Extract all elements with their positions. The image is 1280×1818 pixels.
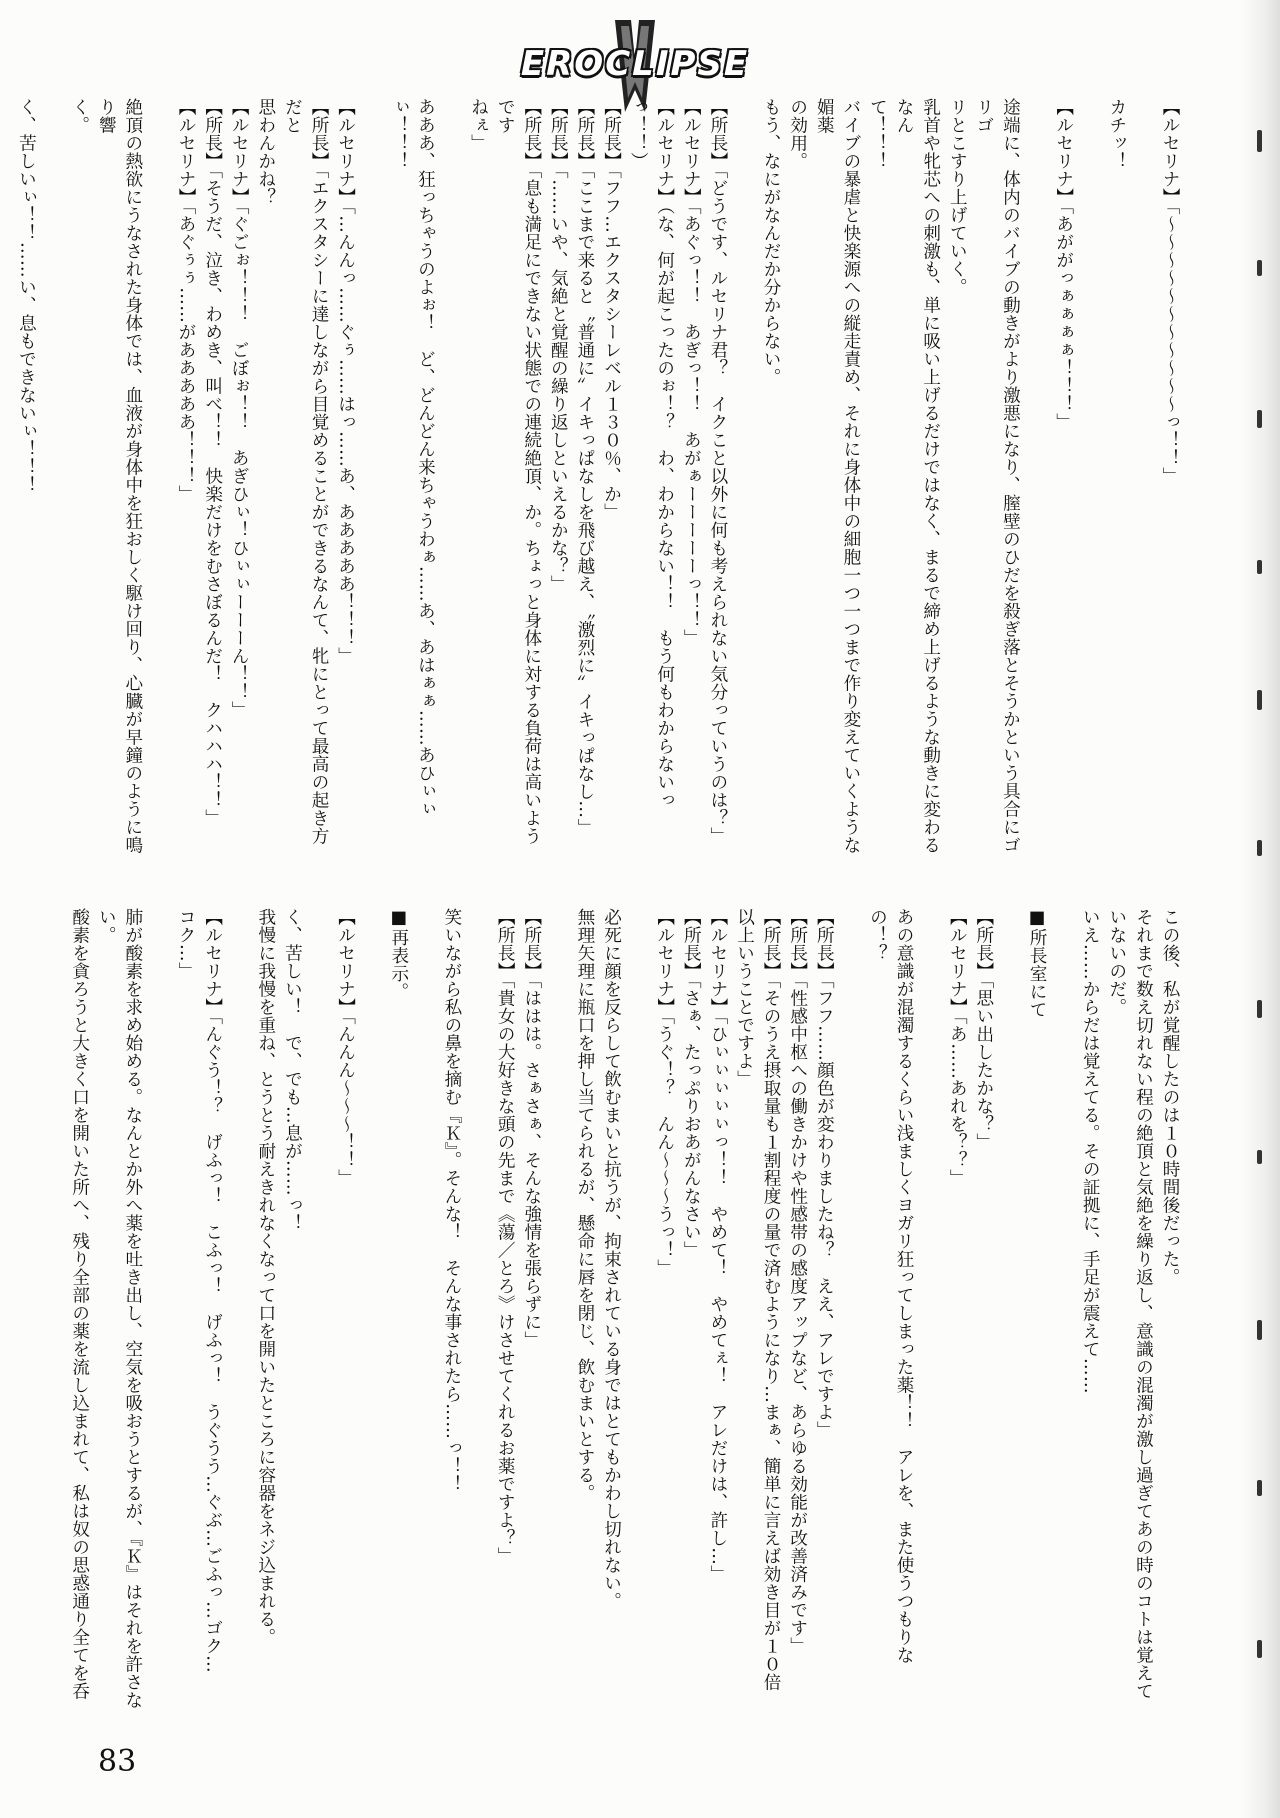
text-line: 【ルセリナ】「うぐ！？ んん〜〜〜うっ！」 xyxy=(654,908,675,1278)
text-line: バイブの暴虐と快楽源への縦走責め、それに身体中の細胞一つ一つまで作り変えていくような媚薬 xyxy=(814,98,861,854)
text-line xyxy=(917,908,944,1748)
text-line xyxy=(1023,98,1050,858)
text-line: リとこすり上げていく。 xyxy=(947,98,968,296)
text-line: 【ルセリナ】「あ……あれを？？」 xyxy=(947,908,968,1188)
text-line: コク…」 xyxy=(176,908,197,980)
text-line xyxy=(837,908,864,1748)
text-line: この後、私が覚醒したのは１０時間後だった。 xyxy=(1160,908,1180,1286)
text-line xyxy=(412,908,439,1748)
text-line: 絶頂の熱欲にうなされた身体では、血液が身体中を狂おしく駆け回り、心臓が早鐘のように鳴り響 xyxy=(96,98,143,854)
text-line: それまで数え切れない程の絶頂と気絶を繰り返し、意識の混濁が激し過ぎてあの時のコトは覚えて xyxy=(1133,908,1154,1700)
text-line: 【所長】「エクスタシーに達しながら目覚めることができるなんて、牝にとって最高の起き方だと xyxy=(282,98,329,846)
text-line: 【所長】「ははは。さぁさぁ、そんな強情を張らずに」 xyxy=(521,908,542,1350)
page-number: 83 xyxy=(98,1744,137,1779)
text-line: い。 xyxy=(96,908,117,944)
text-line: 【ルセリナ】「んぐう！？ げふっ！ こふっ！ げふっ！ うぐうう…ぐぶ…ごふっ…ゴク… xyxy=(202,908,223,1674)
text-line: カチッ！ xyxy=(1106,98,1127,170)
text-line: 乳首や牝芯への刺激も、単に吸い上げるだけではなく、まるで締め上げるような動きに変わるなん xyxy=(894,98,941,854)
text-line: 【ルセリナ】「あががっぁぁぁぁ！！！」 xyxy=(1053,98,1074,432)
text-line: あの意識が混濁するくらい浅ましくヨガリ狂ってしまった薬！！ アレを、また使うつもりな xyxy=(894,908,915,1664)
text-line xyxy=(146,98,173,858)
text-line: いないのだ。 xyxy=(1106,908,1127,1016)
text-line: 【所長】「貴女の大好きな頭の先まで《蕩／とろ》けさせてくれるお薬ですよ？」 xyxy=(495,908,516,1566)
text-line: 【所長】「どうです、ルセリナ君？ イクこと以外に何も考えられない気分っていうのは？」 xyxy=(707,98,728,846)
text-line xyxy=(0,98,13,858)
text-line: 【ルセリナ】（な、何が起こったのぉ！？ わ、わからない！！ もう何もわからないっっ！！） xyxy=(628,98,675,810)
text-line: 【所長】「フフ…エクスタシーレベル１３０％、か」 xyxy=(601,98,622,522)
text-line: いえ……からだは覚えてる。その証拠に、手足が震えて…… xyxy=(1080,908,1101,1394)
text-line: 笑いながら私の鼻を摘む『Ｋ』。そんな！ そんな事されたら……っ！！ xyxy=(441,908,462,1494)
text-line: 【所長】「そうだ、泣き、わめき、叫べ！！ 快楽だけをむさぼるんだ！ クハハハ！！」 xyxy=(202,98,223,828)
text-line: 酸素を貪ろうと大きく口を開いた所へ、残り全部の薬を流し込まれて、私は奴の思惑通り全てを呑 xyxy=(69,908,90,1700)
lower-text-block xyxy=(69,908,1183,1748)
upper-text-block xyxy=(16,98,1183,858)
text-line: 【所長】「ここまで来ると〝普通に〟イキっぱなしを飛び越え、〝激烈に〟イキっぱなし…」 xyxy=(574,98,595,837)
text-line xyxy=(731,98,758,858)
text-line: 【ルセリナ】「ひぃぃぃぃぃっ！！ やめて！ やめてぇ！ アレだけは、許し…」 xyxy=(707,908,728,1584)
logo-text: EROCLIPSE xyxy=(520,44,750,84)
text-line: 無理矢理に瓶口を押し当てられるが、懸命に唇を閉じ、飲むまいとする。 xyxy=(574,908,595,1502)
text-line: て！！！ xyxy=(867,98,888,170)
text-line: ねぇ」 xyxy=(468,98,489,152)
text-line xyxy=(545,908,572,1748)
text-line: 【ルセリナ】「ぐごぉ！！！ ごぼぉ！！ あぎひぃ！ひぃぃーーーん！！」 xyxy=(229,98,250,720)
text-line: ■再表示。 xyxy=(388,908,409,1001)
text-line: ぃ！！！ xyxy=(388,98,409,170)
text-line: 【ルセリナ】「あぐっ！！ あぎっ！！ あがぁーーーーーっ！！」 xyxy=(681,98,702,648)
text-line: 【所長】「息も満足にできない状態での連続絶頂、か。ちょっと身体に対する負荷は高いようです xyxy=(495,98,542,846)
text-line: 【ルセリナ】「んんん〜〜〜！！」 xyxy=(335,908,356,1188)
text-line: 【所長】「そのうえ摂取量も１割程度の量で済むようになり…まぁ、簡単に言えば効き目が１０倍 xyxy=(761,908,782,1692)
text-line: く、苦しいぃ！！……い、息もできないぃ！！！ xyxy=(16,98,37,494)
text-line xyxy=(438,98,465,858)
text-line: あああ、狂っちゃうのよぉ！ ど、どんどん来ちゃうわぁ……あ、あはぁぁ……あひぃぃ xyxy=(415,98,436,818)
text-line: 【ルセリナ】「…んんっ……ぐぅ……はっ……あ、あああああ！！！」 xyxy=(335,98,356,666)
text-line: く、苦しい！ で、でも…息が……っ！ xyxy=(282,908,303,1232)
text-line: 我慢に我慢を重ね、とうとう耐えきれなくなって口を開いたところに容器をネジ込まれる。 xyxy=(255,908,276,1646)
text-line xyxy=(39,98,66,858)
text-line xyxy=(305,908,332,1748)
text-line: 【ルセリナ】「あぐぅぅ……があああああ！！！」 xyxy=(176,98,197,504)
text-line xyxy=(465,908,492,1748)
text-line xyxy=(359,98,386,858)
text-line: もう、なにがなんだか分からない。 xyxy=(761,98,782,386)
text-line: の効用。 xyxy=(787,98,808,170)
text-line: 以上いうことですよ」 xyxy=(734,908,755,1088)
text-line xyxy=(1130,98,1157,858)
text-line: 【所長】「フフ……顔色が変わりましたね？ ええ、アレですよ」 xyxy=(814,908,835,1440)
text-line: の！？ xyxy=(867,908,888,962)
text-line: 必死に顔を反らして飲むまいと抗うが、拘束されている身ではとてもかわし切れない。 xyxy=(601,908,622,1610)
text-line xyxy=(1050,908,1077,1748)
text-line: 肺が酸素を求め始める。なんとか外へ薬を吐き出し、空気を吸おうとするが、『Ｋ』はそれを許さな xyxy=(122,908,143,1710)
text-line: 【所長】「性感中枢への働きかけや性感帯の感度アップなど、あらゆる効能が改善済みです」 xyxy=(787,908,808,1656)
text-line: 【所長】「さぁ、たっぷりおあがんなさい」 xyxy=(681,908,702,1260)
text-line: 【所長】「思い出したかな？」 xyxy=(973,908,994,1152)
text-line: 【所長】「……いや、気絶と覚醒の繰り返しといえるかな？」 xyxy=(548,98,569,594)
text-line xyxy=(997,908,1024,1748)
text-line: 思わんかね？ xyxy=(255,98,276,206)
text-line: ■所長室にて xyxy=(1027,908,1048,1019)
text-line xyxy=(226,908,253,1748)
text-line xyxy=(359,908,386,1748)
text-line xyxy=(1077,98,1104,858)
text-line: 途端に、体内のバイブの動きがより激悪になり、膣壁のひだを殺ぎ落とそうかという具合にゴリゴ xyxy=(973,98,1021,854)
text-line xyxy=(625,908,652,1748)
text-line xyxy=(146,908,173,1748)
text-line: 【ルセリナ】「〜〜〜〜〜〜〜〜〜〜〜っ！！」 xyxy=(1160,98,1180,486)
text-line: く。 xyxy=(69,98,90,134)
